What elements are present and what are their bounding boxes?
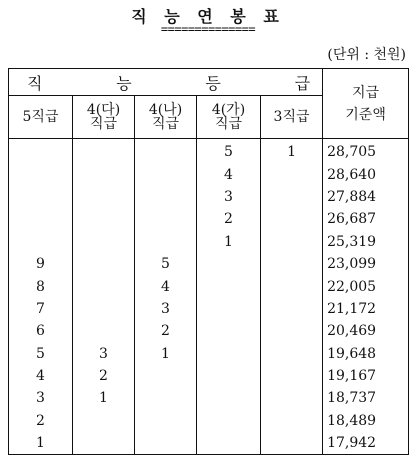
- grade-cell: [197, 387, 261, 409]
- grade-cell: 4: [135, 275, 197, 297]
- grade-cell: 1: [9, 432, 73, 455]
- grade-cell: [135, 410, 197, 432]
- grade-cell: 6: [9, 320, 73, 342]
- amount-header: 지급 기준액: [323, 69, 409, 139]
- table-body: [9, 139, 409, 455]
- grade-cell: 2: [9, 410, 73, 432]
- table-row: [9, 320, 409, 342]
- col-label: 4(가) 직급: [211, 102, 246, 132]
- column-header-3rd: 3직급: [261, 96, 323, 139]
- grade-cell: [135, 231, 197, 253]
- col-label: 4(다) 직급: [86, 102, 121, 132]
- grade-cell: 2: [135, 320, 197, 342]
- amount-cell: 26,687: [323, 208, 409, 230]
- grade-cell: [261, 320, 323, 342]
- grade-cell: 3: [135, 298, 197, 320]
- grade-cell: [9, 139, 73, 164]
- table-row: [9, 432, 409, 455]
- group-char: 직: [27, 73, 43, 93]
- grade-cell: 7: [9, 298, 73, 320]
- grade-group-header: [9, 69, 323, 96]
- table-row: [9, 410, 409, 432]
- grade-cell: 1: [261, 139, 323, 164]
- table-row: [9, 365, 409, 387]
- col-label: 4(나) 직급: [148, 102, 183, 132]
- grade-cell: [261, 231, 323, 253]
- grade-cell: 2: [73, 365, 135, 387]
- grade-cell: [135, 432, 197, 455]
- grade-cell: [135, 139, 197, 164]
- grade-cell: 9: [9, 253, 73, 275]
- amount-cell: 28,705: [323, 139, 409, 164]
- grade-cell: 4: [197, 163, 261, 185]
- grade-cell: [135, 365, 197, 387]
- amount-cell: 22,005: [323, 275, 409, 297]
- grade-cell: [261, 343, 323, 365]
- amount-cell: 18,737: [323, 387, 409, 409]
- group-char: 등: [205, 73, 221, 93]
- column-header-5th: 5직급: [9, 96, 73, 139]
- grade-cell: [261, 387, 323, 409]
- amount-cell: 19,648: [323, 343, 409, 365]
- grade-cell: 1: [197, 231, 261, 253]
- table-row: [9, 139, 409, 164]
- amount-cell: 25,319: [323, 231, 409, 253]
- grade-cell: 5: [135, 253, 197, 275]
- grade-cell: [197, 410, 261, 432]
- amount-cell: 17,942: [323, 432, 409, 455]
- grade-cell: [73, 253, 135, 275]
- grade-cell: [73, 186, 135, 208]
- grade-cell: 1: [73, 387, 135, 409]
- table-row: [9, 275, 409, 297]
- grade-cell: 4: [9, 365, 73, 387]
- grade-cell: [9, 163, 73, 185]
- page-title: 직 능 연 봉 표: [131, 7, 285, 26]
- amount-cell: 18,489: [323, 410, 409, 432]
- grade-cell: [197, 298, 261, 320]
- table-row: [9, 298, 409, 320]
- grade-cell: [261, 410, 323, 432]
- grade-cell: [261, 186, 323, 208]
- salary-table: [8, 68, 409, 455]
- grade-cell: 3: [9, 387, 73, 409]
- grade-cell: 8: [9, 275, 73, 297]
- grade-cell: 1: [135, 343, 197, 365]
- grade-cell: [73, 275, 135, 297]
- title-underline: ==============: [160, 22, 256, 36]
- grade-cell: [197, 365, 261, 387]
- grade-cell: [73, 298, 135, 320]
- grade-cell: [197, 275, 261, 297]
- grade-cell: [73, 410, 135, 432]
- grade-cell: [135, 208, 197, 230]
- amount-cell: 27,884: [323, 186, 409, 208]
- amount-cell: 23,099: [323, 253, 409, 275]
- grade-cell: [261, 275, 323, 297]
- grade-cell: [9, 231, 73, 253]
- table-row: [9, 163, 409, 185]
- amount-cell: 28,640: [323, 163, 409, 185]
- grade-cell: [197, 320, 261, 342]
- column-header-4na: [135, 96, 197, 139]
- grade-cell: [261, 253, 323, 275]
- amount-cell: 19,167: [323, 365, 409, 387]
- grade-cell: 5: [197, 139, 261, 164]
- amount-cell: 20,469: [323, 320, 409, 342]
- column-header-4ga: [197, 96, 261, 139]
- grade-cell: 5: [9, 343, 73, 365]
- grade-cell: [261, 208, 323, 230]
- table-row: [9, 253, 409, 275]
- grade-cell: [135, 387, 197, 409]
- table-row: [9, 208, 409, 230]
- table-row: [9, 343, 409, 365]
- group-char: 능: [116, 73, 132, 93]
- grade-cell: [261, 432, 323, 455]
- unit-label: (단위 : 천원): [327, 47, 406, 63]
- grade-cell: [9, 186, 73, 208]
- grade-cell: [73, 320, 135, 342]
- grade-cell: [73, 208, 135, 230]
- grade-cell: [197, 253, 261, 275]
- table-row: [9, 387, 409, 409]
- table-row: [9, 186, 409, 208]
- grade-cell: [73, 231, 135, 253]
- grade-cell: [197, 432, 261, 455]
- grade-cell: [9, 208, 73, 230]
- grade-cell: 3: [73, 343, 135, 365]
- grade-cell: [135, 163, 197, 185]
- grade-cell: [135, 186, 197, 208]
- grade-cell: 3: [197, 186, 261, 208]
- table-row: [9, 231, 409, 253]
- amount-cell: 21,172: [323, 298, 409, 320]
- grade-cell: [261, 298, 323, 320]
- grade-cell: [73, 139, 135, 164]
- grade-cell: 2: [197, 208, 261, 230]
- grade-cell: [73, 432, 135, 455]
- group-char: 급: [294, 73, 311, 93]
- column-header-4da: [73, 96, 135, 139]
- grade-cell: [197, 343, 261, 365]
- grade-cell: [261, 365, 323, 387]
- grade-cell: [261, 163, 323, 185]
- grade-cell: [73, 163, 135, 185]
